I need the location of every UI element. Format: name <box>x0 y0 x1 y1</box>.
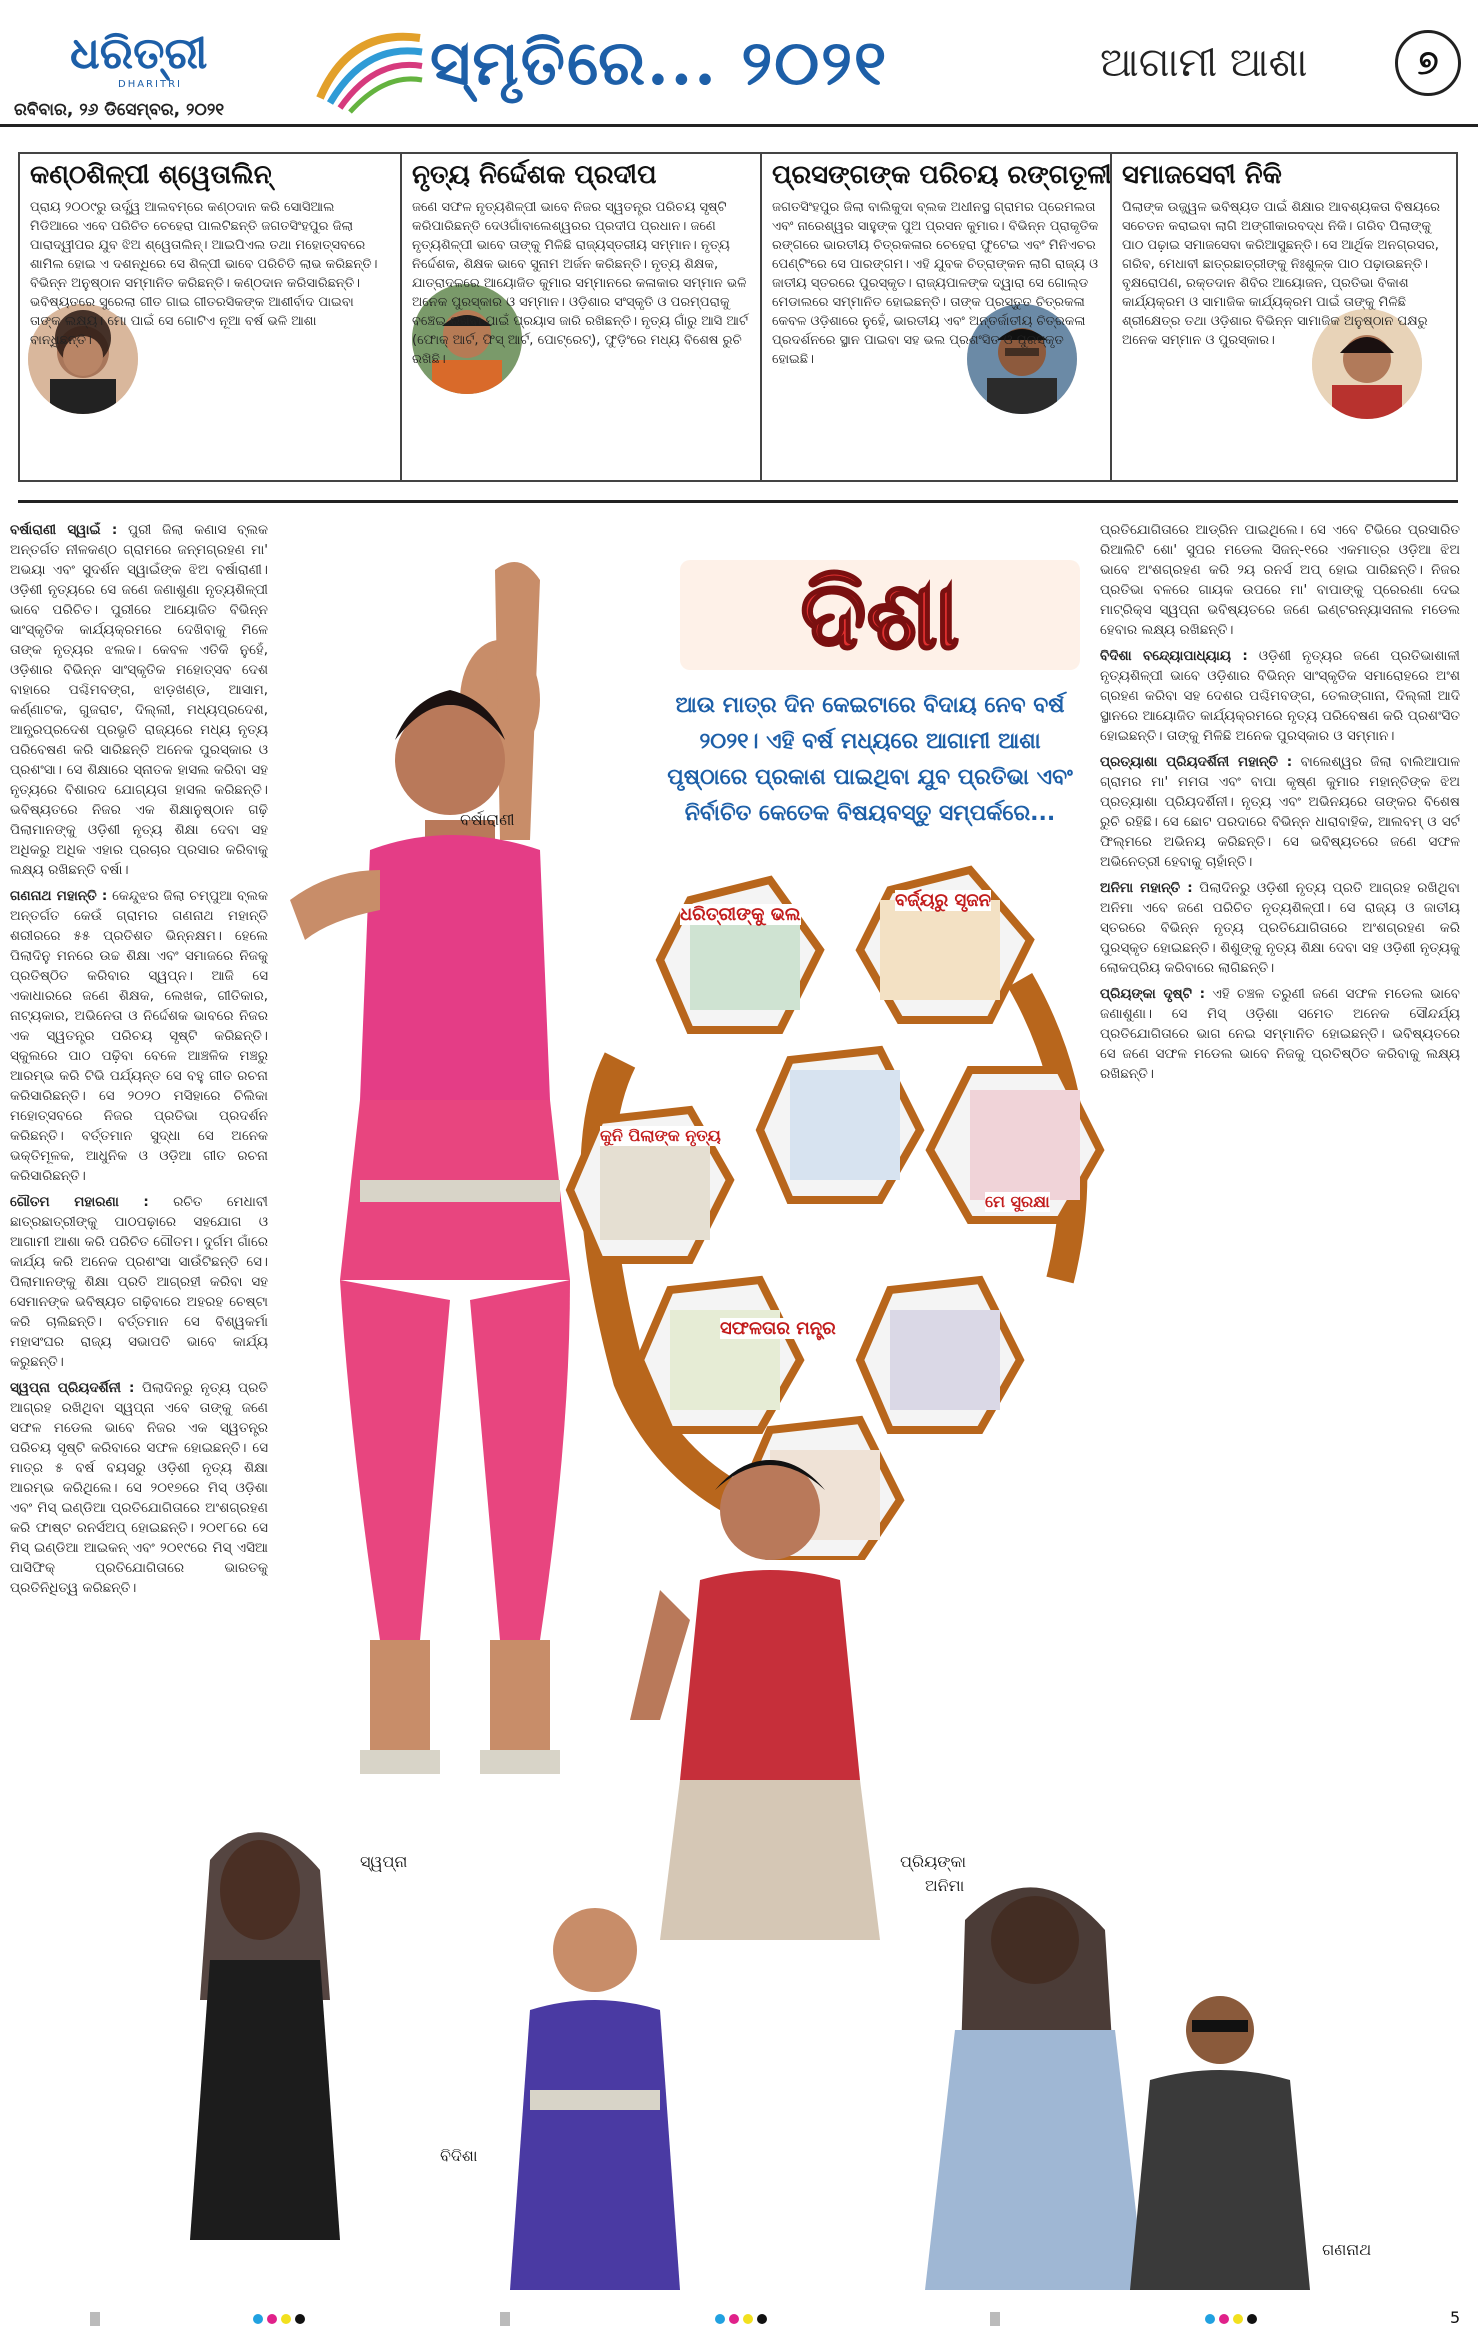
logo-subtext: DHARITRI <box>118 79 182 90</box>
dancer-photo-bidisha <box>470 1870 720 2290</box>
registration-marks-icon <box>0 2300 1478 2339</box>
profile-title: ସମାଜସେବୀ ନିକି <box>1122 160 1282 190</box>
photo-caption: ପ୍ରିୟଙ୍କା <box>900 1852 967 1871</box>
profile-text: ପିଲାଙ୍କ ଉଜ୍ଜ୍ୱଳ ଭବିଷ୍ୟତ ପାଇଁ ଶିକ୍ଷାର ଆବଶ୍ୟକତା ବିଷୟରେ ସଚେତନ କରାଇବା ଲାଗି ଅଙ୍ଗୀକାରବଦ୍ଧ ନିକି। ଗରିବ ପିଲାଙ୍କୁ ପାଠ ପଢ଼ାଇ ସମାଜସେବା କରିଆସୁଛନ୍ତି। ସେ ଆର୍ଥିକ ଅନଗ୍ରସର, ଗରିବ, ମେଧାବୀ ଛାତ୍ରଛାତ୍ରୀଙ୍କୁ ନିଃଶୁଳ୍କ ପାଠ ପଢ଼ାଉଛନ୍ତି। ବୃକ୍ଷରୋପଣ, ରକ୍ତଦାନ ଶିବିର ଆୟୋଜନ, ପ୍ରତିଭା ବିକାଶ କାର୍ଯ୍ୟକ୍ରମ ଓ ସାମାଜିକ କାର୍ଯ୍ୟକ୍ରମ ପାଇଁ ତାଙ୍କୁ ମିଳିଛି ଶ୍ରୀକ୍ଷେତ୍ର ତଥା ଓଡ଼ିଶାର ବିଭିନ୍ନ ସାମାଜିକ ଅନୁଷ୍ଠାନ ପକ୍ଷରୁ ଅନେକ ସମ୍ମାନ ଓ ପୁରସ୍କାର। <box>1122 200 1440 348</box>
section-divider <box>18 500 1458 503</box>
item-text: ବାଲେଶ୍ୱର ଜିଲା ବାଲିଆପାଳ ଗ୍ରାମର ମା' ମମତା ଏବଂ ବାପା କୃଷ୍ଣ କୁମାର ମହାନ୍ତିଙ୍କ ଝିଅ ପ୍ରତ୍ୟାଶା ପ୍ରିୟଦର୍ଶିନୀ। ନୃତ୍ୟ ଏବଂ ଅଭିନୟରେ ତାଙ୍କର ବିଶେଷ ରୁଚି ରହିଛି। ସେ ଛୋଟ ପରଦାରେ ବିଭିନ୍ନ ଧାରାବାହିକ, ଆଲବମ୍ ଓ ସର୍ଟ ଫିଲ୍ମରେ ଅଭିନୟ କରିଛନ୍ତି। ସେ ଭବିଷ୍ୟତରେ ଜଣେ ସଫଳ ଅଭିନେତ୍ରୀ ହେବାକୁ ଚାହାଁନ୍ତି। <box>1100 754 1460 870</box>
section-label: ଆଗାମୀ ଆଶା <box>1100 40 1308 86</box>
print-footer <box>0 2300 1478 2339</box>
profile-title: କଣ୍ଠଶିଳ୍ପୀ ଶ୍ୱେତାଲିନ୍ <box>30 160 272 190</box>
profile-strip <box>18 152 1458 482</box>
profile-column <box>760 154 1110 480</box>
item-text: ପ୍ରତିଯୋଗିତାରେ ଆଡ୍ରିନ ପାଇଥିଲେ। ସେ ଏବେ ଟିଭିରେ ପ୍ରସାରିତ ରିଆଲିଟି ଶୋ' ସୁପର ମଡେଲ ସିଜନ୍-୧ରେ ଏକମାତ୍ର ଓଡ଼ିଆ ଝିଅ ଭାବେ ଅଂଶଗ୍ରହଣ କରି ୨ୟ ରନର୍ସ ଅପ୍ ହୋଇ ପାରିଛନ୍ତି। ନିଜର ପ୍ରତିଭା ବଳରେ ଗାୟକ ଉପରେ ମା' ବାପାଙ୍କୁ ପ୍ରେରଣା ଦେଇ ମାଟ୍ରିକ୍ସ ସ୍ୱପ୍ନା ଭବିଷ୍ୟତରେ ଜଣେ ଇଣ୍ଟରନ୍ୟାସନାଲ ମଡେଲ ହେବାର ଲକ୍ଷ୍ୟ ରଖିଛନ୍ତି। <box>1100 522 1460 638</box>
profile-column <box>400 154 760 480</box>
item-text: ପିଲାଦିନରୁ ନୃତ୍ୟ ପ୍ରତି ଆଗ୍ରହ ରଖିଥିବା ସ୍ୱପ୍ନା ଏବେ ତାଙ୍କୁ ଜଣେ ସଫଳ ମଡେଲ ଭାବେ ନିଜର ଏକ ସ୍ୱତନ୍ତ୍ର ପରିଚୟ ସୃଷ୍ଟି କରିବାରେ ସଫଳ ହୋଇଛନ୍ତି। ସେ ମାତ୍ର ୫ ବର୍ଷ ବୟସରୁ ଓଡ଼ିଶୀ ନୃତ୍ୟ ଶିକ୍ଷା ଆରମ୍ଭ କରିଥିଲେ। ସେ ୨୦୧୭ରେ ମିସ୍ ଓଡ଼ିଶା ଏବଂ ମିସ୍ ଇଣ୍ଡିଆ ପ୍ରତିଯୋଗିତାରେ ଅଂଶଗ୍ରହଣ କରି ଫାଷ୍ଟ ରନର୍ସଅପ୍ ହୋଇଛନ୍ତି। ୨୦୧୮ରେ ସେ ମିସ୍ ଇଣ୍ଡିଆ ଆଇକନ୍ ଏବଂ ୨୦୧୯ରେ ମିସ୍ ଏସିଆ ପାସିଫିକ୍ ପ୍ରତିଯୋଗିତାରେ ଭାରତକୁ ପ୍ରତିନିଧିତ୍ୱ କରିଛନ୍ତି। <box>10 1380 268 1596</box>
profile-text: ଜଗତସିଂହପୁର ଜିଲା ବାଲିକୁଦା ବ୍ଲକ ଅଧୀନସ୍ଥ ଗ୍ରାମର ପ୍ରେମଲତା ଏବଂ ନାରେଶ୍ୱର ସାହୁଙ୍କ ପୁଅ ପ୍ରସନ କୁମାର। ବିଭିନ୍ନ ପ୍ରାକୃତିକ ରଙ୍ଗରେ ଭାରତୀୟ ଚିତ୍ରକଳାର ଚେହେରା ଫୁଟେଇ ଏବଂ ମିନିଏଚର ପେଣ୍ଟିଂରେ ସେ ପାରଙ୍ଗମ। ଏହି ଯୁବକ ଚିତ୍ରାଙ୍କନ ଲାଗି ରାଜ୍ୟ ଓ ଜାତୀୟ ସ୍ତରରେ ପୁରସ୍କୃତ। ରାଜ୍ୟପାଳଙ୍କ ଦ୍ୱାରା ସେ ଗୋଲ୍ଡ ମେଡାଲରେ ସମ୍ମାନିତ ହୋଇଛନ୍ତି। ତାଙ୍କ ପ୍ରସ୍ତୁତ ଚିତ୍ରକଳା କେବଳ ଓଡ଼ିଶାରେ ନୁହେଁ, ଭାରତୀୟ ଏବଂ ଅନ୍ତର୍ଜାତୀୟ ଚିତ୍ରକଳା ପ୍ରଦର୍ଶନରେ ସ୍ଥାନ ପାଇବା ସହ ଭଲ ପ୍ରଶଂସିତ ଓ ପୁରସ୍କୃତ ହୋଇଛି। <box>772 200 1099 367</box>
item-lead: ଅନିମା ମହାନ୍ତି : <box>1100 880 1193 896</box>
collage-label: ବର୍ଜ୍ୟରୁ ସୃଜନ <box>895 890 992 911</box>
photo-caption: ସ୍ୱପ୍ନା <box>360 1852 408 1871</box>
profile-title: ନୃତ୍ୟ ନିର୍ଦ୍ଦେଶକ ପ୍ରଦୀପ <box>412 160 657 190</box>
item-text: ଓଡ଼ିଶୀ ନୃତ୍ୟର ଜଣେ ପ୍ରତିଭାଶାଳୀ ନୃତ୍ୟଶିଳ୍ପୀ ଭାବେ ଓଡ଼ିଶାର ବିଭିନ୍ନ ସାଂସ୍କୃତିକ ସମାରୋହରେ ଅଂଶ ଗ୍ରହଣ କରିବା ସହ ଦେଶର ପଶ୍ଚିମବଙ୍ଗ, ତେଲଙ୍ଗାନା, ଦିଲ୍ଲୀ ଆଦି ସ୍ଥାନରେ ଆୟୋଜିତ କାର୍ଯ୍ୟକ୍ରମରେ ନୃତ୍ୟ ପରିବେଷଣ କରି ପ୍ରଶଂସିତ ହୋଇଛନ୍ତି। ତାଙ୍କୁ ମିଳିଛି ଅନେକ ପୁରସ୍କାର ଓ ସମ୍ମାନ। <box>1100 648 1460 744</box>
item-lead: ବିଦିଶା ବନ୍ଦ୍ୟୋପାଧ୍ୟାୟ : <box>1100 648 1248 664</box>
profile-text: ଜଣେ ସଫଳ ନୃତ୍ୟଶିଳ୍ପୀ ଭାବେ ନିଜର ସ୍ୱତନ୍ତ୍ର ପରିଚୟ ସୃଷ୍ଟି କରିପାରିଛନ୍ତି ଦେଓଗାଁବାଲେଶ୍ୱରର ପ୍ରଦୀପ ପ୍ରଧାନ। ଜଣେ ନୃତ୍ୟଶିଳ୍ପୀ ଭାବେ ତାଙ୍କୁ ମିଳିଛି ରାଜ୍ୟସ୍ତରୀୟ ସମ୍ମାନ। ନୃତ୍ୟ ନିର୍ଦ୍ଦେଶକ, ଶିକ୍ଷକ ଭାବେ ସୁନାମ ଅର୍ଜନ କରିଛନ୍ତି। ନୃତ୍ୟ ଶିକ୍ଷକ, ଯାତ୍ରାଦଳରେ ଆୟୋଜିତ କୁମାର ସମ୍ମାନରେ କଳାକାର ସମ୍ମାନ ଭଳି ଅନେକ ପୁରସ୍କାର ଓ ସମ୍ମାନ। ଓଡ଼ିଶାର ସଂସ୍କୃତି ଓ ପରମ୍ପରାକୁ ବଞ୍ଚେଇ ରଖିବା ପାଇଁ ପ୍ରୟାସ ଜାରି ରଖିଛନ୍ତି। ନୃତ୍ୟ ଗାଁରୁ ଆସି ଆର୍ଟ (ଫୋକ୍ ଆର୍ଟ, ଫିସ୍ ଆର୍ଟ, ପୋଟ୍ରେଟ୍), ଫୁଡ଼ିଂରେ ମଧ୍ୟ ବିଶେଷ ରୁଚି ରଖିଛି। <box>412 200 748 367</box>
feature-title-block <box>660 550 1100 680</box>
right-text-column <box>1100 520 1460 1850</box>
person-photo-gananath <box>1120 1960 1320 2290</box>
profile-title: ପ୍ରସଙ୍ଗଙ୍କ ପରିଚୟ ରଙ୍ଗତୂଳୀ <box>772 160 1112 190</box>
item-lead: ବର୍ଷାରାଣୀ ସ୍ୱାଇଁ : <box>10 522 118 538</box>
folio: 5 <box>1450 2308 1461 2327</box>
profile-column <box>1110 154 1456 480</box>
collage-label: ସଫଳତାର ମନ୍ତ୍ର <box>720 1318 836 1339</box>
page-headline: ସ୍ମୃତିରେ... ୨୦୨୧ <box>430 26 889 99</box>
masthead-rule <box>0 124 1478 127</box>
item-text: କେନ୍ଦୁଝର ଜିଲା ଚମ୍ପୁଆ ବ୍ଲକ ଅନ୍ତର୍ଗତ କେଉଁ ଗ୍ରାମର ଗଣନାଥ ମହାନ୍ତି ଶରୀରରେ ୫୫ ପ୍ରତିଶତ ଭିନ୍ନକ୍ଷମ। ହେଲେ ପିଲାଦିନୁ ମନରେ ଉଚ୍ଚ ଶିକ୍ଷା ଏବଂ ସମାଜରେ ନିଜକୁ ପ୍ରତିଷ୍ଠିତ କରିବାର ସ୍ୱପ୍ନ। ଆଜି ସେ ଏକାଧାରରେ ଜଣେ ଶିକ୍ଷକ, ଲେଖକ, ଗୀତିକାର, ନାଟ୍ୟକାର, ଅଭିନେତା ଓ ନିର୍ଦ୍ଦେଶକ ଭାବରେ ନିଜର ଏକ ସ୍ୱତନ୍ତ୍ର ପରିଚୟ ସୃଷ୍ଟି କରିଛନ୍ତି। ସ୍କୁଲରେ ପାଠ ପଢ଼ିବା ବେଳେ ଆଞ୍ଚଳିକ ମଞ୍ଚରୁ ଆରମ୍ଭ କରି ଟିଭି ପର୍ଯ୍ୟନ୍ତ ସେ ବହୁ ଗୀତ ରଚନା କରିସାରିଛନ୍ତି। ସେ ୨୦୨୦ ମସିହାରେ ଚିଲିକା ମହୋତ୍ସବରେ ନିଜର ପ୍ରତିଭା ପ୍ରଦର୍ଶନ କରିଛନ୍ତି। ବର୍ତ୍ତମାନ ସୁଦ୍ଧା ସେ ଅନେକ ଭକ୍ତିମୂଳକ, ଆଧୁନିକ ଓ ଓଡ଼ିଆ ଗୀତ ରଚନା କରିସାରିଛନ୍ତି। <box>10 888 268 1184</box>
item-text: ଏହି ଚଞ୍ଚଳ ତରୁଣୀ ଜଣେ ସଫଳ ମଡେଲ ଭାବେ ଜଣାଶୁଣା। ସେ ମିସ୍ ଓଡ଼ିଶା ସମେତ ଅନେକ ସୌନ୍ଦର୍ଯ୍ୟ ପ୍ରତିଯୋଗିତାରେ ଭାଗ ନେଇ ସମ୍ମାନିତ ହୋଇଛନ୍ତି। ଭବିଷ୍ୟତରେ ସେ ଜଣେ ସଫଳ ମଡେଲ ଭାବେ ନିଜକୁ ପ୍ରତିଷ୍ଠିତ କରିବାକୁ ଲକ୍ଷ୍ୟ ରଖିଛନ୍ତି। <box>1100 986 1460 1082</box>
item-text: ରଚିତ ମେଧାବୀ ଛାତ୍ରଛାତ୍ରୀଙ୍କୁ ପାଠପଢ଼ାରେ ସହଯୋଗ ଓ ଆଗାମୀ ଆଶା କରି ପରିଚିତ ଗୌତମ। ଦୁର୍ଗମ ଗାଁରେ କାର୍ଯ୍ୟ କରି ଅନେକ ପ୍ରଶଂସା ସାଉଁଟିଛନ୍ତି ସେ। ପିଲାମାନଙ୍କୁ ଶିକ୍ଷା ପ୍ରତି ଆଗ୍ରହୀ କରିବା ସହ ସେମାନଙ୍କ ଭବିଷ୍ୟତ ଗଢ଼ିବାରେ ଅହରହ ଚେଷ୍ଟା କରି ଚାଲିଛନ୍ତି। ବର୍ତ୍ତମାନ ସେ ବିଶ୍ୱକର୍ମା ମହାସଂଘର ରାଜ୍ୟ ସଭାପତି ଭାବେ କାର୍ଯ୍ୟ କରୁଛନ୍ତି। <box>10 1194 268 1370</box>
item-lead: ସ୍ୱପ୍ନା ପ୍ରିୟଦର୍ଶିନୀ : <box>10 1380 135 1396</box>
collage-label: ଧରିତ୍ରୀଙ୍କୁ ଭଲ <box>680 904 801 925</box>
photo-caption: ଗଣନାଥ <box>1322 2240 1372 2259</box>
collage-label: ମେ ସୁରକ୍ଷା <box>985 1192 1050 1211</box>
decorative-swirl-icon <box>310 18 430 118</box>
collage-label: କୁନି ପିଲାଙ୍କ ନୃତ୍ୟ <box>600 1126 721 1145</box>
item-lead: ଗଣନାଥ ମହାନ୍ତି : <box>10 888 108 904</box>
item-lead: ପ୍ରତ୍ୟାଶା ପ୍ରିୟଦର୍ଶିନୀ ମହାନ୍ତି : <box>1100 754 1293 770</box>
logo-text: ଧରିତ୍ରୀ <box>70 28 208 79</box>
page-number: ୭ <box>1395 30 1461 96</box>
item-lead: ଗୌତମ ମହାରଣା : <box>10 1194 149 1210</box>
item-text: ପିଲାଦିନରୁ ଓଡ଼ିଶୀ ନୃତ୍ୟ ପ୍ରତି ଆଗ୍ରହ ରଖିଥିବା ଅନିମା ଏବେ ଜଣେ ପରିଚିତ ନୃତ୍ୟଶିଳ୍ପୀ। ସେ ରାଜ୍ୟ ଓ ଜାତୀୟ ସ୍ତରରେ ବିଭିନ୍ନ ନୃତ୍ୟ ପ୍ରତିଯୋଗିତାରେ ଅଂଶଗ୍ରହଣ କରି ପୁରସ୍କୃତ ହୋଇଛନ୍ତି। ଶିଶୁଙ୍କୁ ନୃତ୍ୟ ଶିକ୍ଷା ଦେବା ସହ ଓଡ଼ିଶୀ ନୃତ୍ୟକୁ ଲୋକପ୍ରିୟ କରିବାରେ ଲାଗିଛନ୍ତି। <box>1100 880 1460 976</box>
item-lead: ପ୍ରିୟଙ୍କା ଦୃଷ୍ଟି : <box>1100 986 1206 1002</box>
model-photo-priyanka <box>905 1850 1155 2290</box>
photo-caption: ଅନିମା <box>925 1876 965 1895</box>
model-photo-swapna <box>150 1800 380 2270</box>
profile-column <box>20 154 400 480</box>
dateline: ରବିବାର, ୨୬ ଡିସେମ୍ବର, ୨୦୨୧ <box>14 100 225 120</box>
masthead <box>0 0 1478 140</box>
photo-caption: ବର୍ଷାରାଣୀ <box>460 810 515 829</box>
profile-text: ପ୍ରାୟ ୨୦୦୯ରୁ ଉର୍ଦ୍ଧ୍ୱ ଆଲବମ୍‌ରେ କଣ୍ଠଦାନ କରି ସୋସିଆଲ ମିଡିଆରେ ଏବେ ପରିଚିତ ଚେହେରା ପାଲଟିଛନ୍ତି ଜଗତସିଂହପୁର ଜିଲା ପାରାଦ୍ୱୀପର ଯୁବ ଝିଅ ଶ୍ୱେତାଲିନ୍। ଆଇପିଏଲ ତଥା ମହୋତ୍ସବରେ ଶାମିଲ ହୋଇ ଏ ଦଶନ୍ଧିରେ ସେ ଶିଳ୍ପୀ ଭାବେ ପରିଚିତି ଲାଭ କରିଛନ୍ତି। ବିଭିନ୍ନ ଅନୁଷ୍ଠାନ ସମ୍ମାନିତ କରିଛନ୍ତି। କଣ୍ଠଦାନ କରିସାରିଛନ୍ତି। ଭବିଷ୍ୟତରେ ସୁରେଲା ଗୀତ ଗାଇ ଗୀତରସିକଙ୍କ ଆଶୀର୍ବାଦ ପାଇବା ତାଙ୍କ ଲକ୍ଷ୍ୟ। ମୋ ପାଇଁ ସେ ଗୋଟିଏ ନୂଆ ବର୍ଷ ଭଳି ଆଶା ବାନ୍ଧିଛନ୍ତି। <box>30 200 378 348</box>
newspaper-logo <box>70 28 220 98</box>
feature-title: ଦିଶା <box>800 558 960 671</box>
item-text: ପୁରୀ ଜିଲା କଣାସ ବ୍ଲକ ଅନ୍ତର୍ଗତ ନୀଳକଣ୍ଠ ଗ୍ରାମରେ ଜନ୍ମଗ୍ରହଣ ମା' ଅଭୟା ଏବଂ ସୁଦର୍ଶନ ସ୍ୱାଇଁଙ୍କ ଝିଅ ବର୍ଷାରାଣୀ। ଓଡ଼ିଶୀ ନୃତ୍ୟରେ ସେ ଜଣେ ଜଣାଶୁଣା ନୃତ୍ୟଶିଳ୍ପୀ ଭାବେ ପରିଚିତ। ପୁରୀରେ ଆୟୋଜିତ ବିଭିନ୍ନ ସାଂସ୍କୃତିକ କାର୍ଯ୍ୟକ୍ରମରେ ଦେଖିବାକୁ ମିଳେ ତାଙ୍କ ନୃତ୍ୟର ଝଲକ। କେବଳ ଏତିକି ନୁହେଁ, ଓଡ଼ିଶାର ବିଭିନ୍ନ ସାଂସ୍କୃତିକ ମହୋତ୍ସବ ଦେଶ ବାହାରେ ପଶ୍ଚିମବଙ୍ଗ, ଝାଡ଼ଖଣ୍ଡ, ଆସାମ, କର୍ଣ୍ଣାଟକ, ଗୁଜରାଟ, ଦିଲ୍ଲୀ, ମଧ୍ୟପ୍ରଦେଶ, ଆନ୍ଧ୍ରପ୍ରଦେଶ ପ୍ରଭୃତି ରାଜ୍ୟରେ ମଧ୍ୟ ନୃତ୍ୟ ପରିବେଷଣ କରି ସାରିଛନ୍ତି ଅନେକ ପୁରସ୍କାର ଓ ପ୍ରଶଂସା। ସେ ଶିକ୍ଷାରେ ସ୍ନାତକ ହାସଲ କରିବା ସହ ନୃତ୍ୟରେ ବିଶାରଦ ଯୋଗ୍ୟତା ହାସଲ କରିଛନ୍ତି। ଭବିଷ୍ୟତରେ ନିଜର ଏକ ଶିକ୍ଷାନୁଷ୍ଠାନ ଗଢ଼ି ପିଲାମାନଙ୍କୁ ଓଡ଼ିଶୀ ନୃତ୍ୟ ଶିକ୍ଷା ଦେବା ସହ ଅଧିକରୁ ଅଧିକ ଏହାର ପ୍ରଚାର ପ୍ରସାର କରିବାକୁ ଲକ୍ଷ୍ୟ ରଖିଛନ୍ତି ବର୍ଷା। <box>10 522 268 878</box>
feature-intro: ଆଉ ମାତ୍ର ଦିନ କେଇଟାରେ ବିଦାୟ ନେବ ବର୍ଷ ୨୦୨୧। ଏହି ବର୍ଷ ମଧ୍ୟରେ ଆଗାମୀ ଆଶା ପୃଷ୍ଠାରେ ପ୍ରକାଶ ପାଇଥିବା ଯୁବ ପ୍ରତିଭା ଏବଂ ନିର୍ବାଚିତ କେତେକ ବିଷୟବସ୍ତୁ ସମ୍ପର୍କରେ... <box>667 693 1073 826</box>
photo-caption: ବିଦିଶା <box>440 2146 478 2165</box>
